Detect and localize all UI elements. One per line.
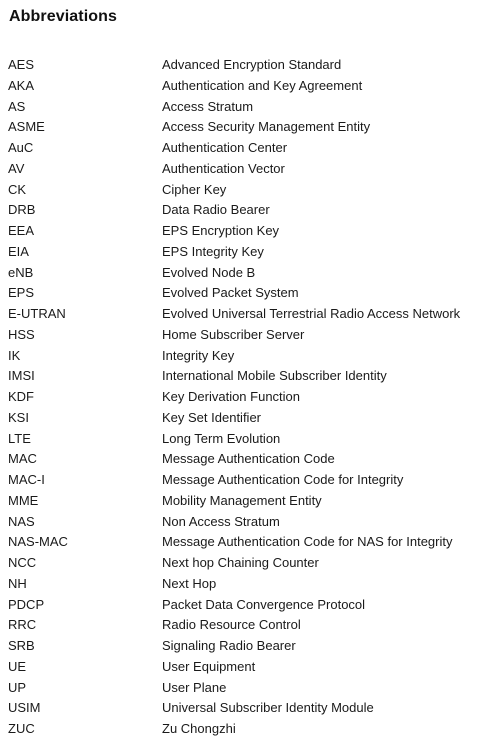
abbreviation-term: UP [8, 679, 27, 695]
abbreviation-row [0, 387, 493, 408]
abbreviation-definition: Signaling Radio Bearer [162, 638, 296, 653]
abbreviation-row [0, 698, 493, 719]
abbreviation-row [0, 408, 493, 429]
abbreviation-term: PDCP [8, 596, 45, 612]
abbreviation-term: EPS [8, 285, 35, 301]
abbreviation-row [0, 449, 493, 470]
abbreviation-term: IK [8, 347, 21, 363]
abbreviation-definition: EPS Integrity Key [162, 243, 264, 259]
abbreviation-term: NH [8, 575, 27, 591]
abbreviation-row [0, 615, 493, 636]
abbreviation-term: MAC [8, 451, 37, 467]
abbreviation-definition: Message Authentication Code for Integrity [162, 472, 404, 487]
abbreviation-term: AES [8, 57, 35, 72]
abbreviation-term: HSS [8, 326, 35, 342]
abbreviation-term: MAC-I [8, 472, 45, 487]
abbreviation-definition: Access Security Management Entity [162, 119, 371, 135]
abbreviation-row [0, 97, 493, 118]
abbreviation-row [0, 532, 493, 553]
abbreviation-row [0, 304, 493, 325]
abbreviation-definition: Data Radio Bearer [162, 202, 270, 218]
abbreviation-row [0, 491, 493, 512]
abbreviation-definition: Message Authentication Code [162, 451, 335, 467]
abbreviation-row [0, 512, 493, 533]
abbreviation-row [0, 242, 493, 263]
abbreviation-term: SRB [8, 638, 35, 653]
abbreviation-term: RRC [8, 617, 37, 633]
abbreviation-definition: EPS Encryption Key [162, 223, 280, 238]
abbreviation-definition: Integrity Key [162, 347, 235, 363]
abbreviation-row [0, 283, 493, 304]
abbreviation-row [0, 263, 493, 284]
abbreviation-definition: Authentication Center [162, 140, 288, 155]
abbreviation-term: AV [8, 160, 25, 176]
abbreviation-row [0, 159, 493, 180]
abbreviation-term: eNB [8, 264, 34, 280]
abbreviation-row [0, 595, 493, 616]
abbreviation-term: NAS-MAC [8, 534, 68, 550]
abbreviation-row [0, 138, 493, 159]
abbreviation-term: E-UTRAN [8, 306, 66, 321]
abbreviation-term: UE [8, 658, 27, 674]
abbreviation-term: AS [8, 98, 26, 114]
abbreviation-term: NAS [8, 513, 35, 529]
abbreviation-row [0, 221, 493, 242]
abbreviation-definition: Radio Resource Control [162, 617, 301, 633]
abbreviation-term: KDF [8, 389, 34, 404]
abbreviation-term: DRB [8, 202, 36, 218]
abbreviation-term: AKA [8, 77, 35, 93]
abbreviation-definition: Authentication and Key Agreement [162, 77, 363, 93]
abbreviation-term: USIM [8, 700, 41, 716]
abbreviation-row [0, 657, 493, 678]
abbreviation-term: NCC [8, 555, 37, 570]
abbreviation-definition: Universal Subscriber Identity Module [162, 700, 374, 716]
abbreviation-definition: Zu Chongzhi [162, 721, 236, 736]
abbreviation-definition: User Plane [162, 679, 227, 695]
abbreviation-term: MME [8, 492, 39, 508]
abbreviation-row [0, 574, 493, 595]
abbreviation-row [0, 719, 493, 740]
abbreviation-row [0, 117, 493, 138]
abbreviation-definition: Packet Data Convergence Protocol [162, 596, 366, 612]
abbreviation-term: LTE [8, 430, 31, 446]
abbreviation-row [0, 429, 493, 450]
abbreviation-definition: User Equipment [162, 658, 256, 674]
abbreviation-definition: Non Access Stratum [162, 513, 280, 529]
abbreviation-definition: Mobility Management Entity [162, 492, 322, 508]
abbreviation-row [0, 470, 493, 491]
abbreviation-definition: Authentication Vector [162, 160, 285, 176]
abbreviation-row [0, 636, 493, 657]
abbreviation-list [0, 55, 493, 740]
abbreviation-term: ZUC [8, 721, 35, 736]
abbreviation-row [0, 200, 493, 221]
abbreviation-term: IMSI [8, 368, 35, 384]
abbreviation-term: KSI [8, 409, 29, 425]
abbreviation-term: EEA [8, 223, 35, 238]
abbreviation-row [0, 366, 493, 387]
abbreviation-definition: Evolved Packet System [162, 285, 299, 301]
abbreviation-term: EIA [8, 243, 29, 259]
abbreviation-row [0, 180, 493, 201]
abbreviation-definition: Key Set Identifier [162, 409, 261, 425]
abbreviation-term: CK [8, 181, 27, 197]
abbreviation-definition: International Mobile Subscriber Identity [162, 368, 387, 384]
abbreviation-definition: Key Derivation Function [162, 389, 301, 404]
abbreviation-row [0, 325, 493, 346]
abbreviation-definition: Home Subscriber Server [162, 326, 305, 342]
abbreviation-row [0, 678, 493, 699]
abbreviation-definition: Evolved Universal Terrestrial Radio Access Network [162, 306, 461, 321]
abbreviation-definition: Cipher Key [162, 181, 227, 197]
abbreviation-definition: Next Hop [162, 575, 217, 591]
abbreviation-row [0, 346, 493, 367]
abbreviation-definition: Long Term Evolution [162, 430, 281, 446]
abbreviation-definition: Evolved Node B [162, 264, 256, 280]
abbreviation-definition: Message Authentication Code for NAS for Integrity [162, 534, 453, 550]
abbreviation-definition: Advanced Encryption Standard [162, 57, 342, 72]
abbreviation-definition: Next hop Chaining Counter [162, 555, 319, 570]
abbreviation-definition: Access Stratum [162, 98, 254, 114]
page-title: Abbreviations [9, 8, 117, 25]
abbreviation-row [0, 553, 493, 574]
abbreviation-row [0, 76, 493, 97]
abbreviation-row [0, 55, 493, 76]
abbreviation-term: ASME [8, 119, 45, 135]
abbreviation-term: AuC [8, 140, 34, 155]
